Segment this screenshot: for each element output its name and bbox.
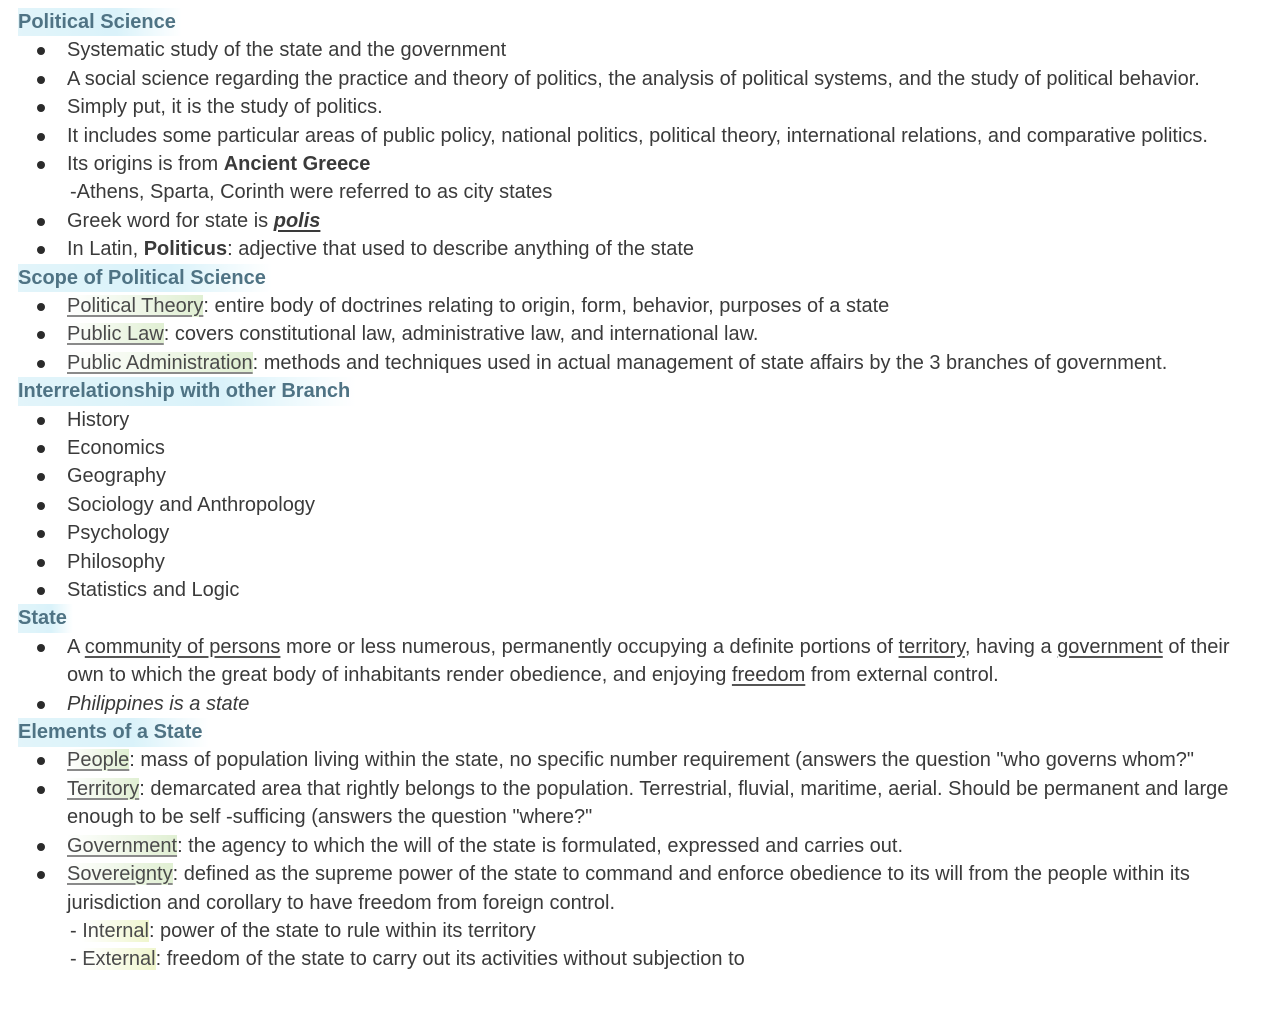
term: External [82, 948, 156, 971]
scope-list [18, 292, 1262, 377]
text: : the agency to which the will of the state is formulated, expressed and carries out. [177, 834, 903, 857]
text: : mass of population living within the state, no specific number requirement (answers the question "who governs whom?" [129, 749, 1195, 772]
interrelationship-list [18, 406, 1262, 605]
heading-state: State [18, 604, 73, 632]
sovereignty-sub-external [18, 945, 1262, 973]
underlined-term: government [1057, 635, 1163, 658]
list-item: History [18, 406, 1262, 434]
text: from external control. [805, 664, 999, 687]
text: : covers constitutional law, administrative law, and international law. [163, 323, 759, 346]
term: Sovereignty [67, 863, 173, 886]
bold-text: Politicus [143, 238, 228, 261]
list-item [18, 832, 1262, 860]
term: Public Administration [67, 351, 253, 374]
text: more or less numerous, permanently occupying a definite portions of [280, 635, 899, 658]
list-item: Philosophy [18, 548, 1262, 576]
list-item: It includes some particular areas of public policy, national politics, political theory, international relations, and comparative politics. [18, 122, 1262, 150]
bold-text: Ancient Greece [223, 153, 371, 176]
text: : adjective that used to describe anything of the state [227, 238, 695, 261]
underlined-term: freedom [731, 664, 806, 687]
term: Internal [82, 919, 149, 942]
text: : demarcated area that rightly belongs to the population. Terrestrial, fluvial, maritime, aerial. Should be permanent and large enough to be self -sufficing (answers the question "where?" [67, 777, 1229, 829]
elements-list [18, 746, 1262, 916]
term: Political Theory [67, 295, 204, 318]
list-item: Sociology and Anthropology [18, 491, 1262, 519]
political-science-list [18, 36, 1262, 178]
state-list [18, 633, 1262, 718]
list-item [18, 860, 1262, 917]
term: Government [67, 834, 178, 857]
text: In Latin, [67, 238, 144, 261]
list-item: Economics [18, 434, 1262, 462]
text: - [70, 948, 83, 971]
heading-elements: Elements of a State [18, 718, 209, 746]
text: : entire body of doctrines relating to origin, form, behavior, purposes of a state [203, 295, 890, 318]
list-item: Statistics and Logic [18, 576, 1262, 604]
term: Public Law [67, 323, 164, 346]
list-item-state-definition [18, 633, 1262, 690]
term: Territory [67, 777, 140, 800]
list-item [18, 746, 1262, 774]
list-item: Psychology [18, 519, 1262, 547]
underlined-term: territory [898, 635, 965, 658]
origins-sub-note: -Athens, Sparta, Corinth were referred to as city states [70, 181, 553, 204]
list-item-greek [18, 207, 1262, 235]
sovereignty-sub-internal [18, 917, 1262, 945]
list-item-latin [18, 235, 1262, 263]
heading-political-science: Political Science [18, 8, 182, 36]
term: People [67, 749, 130, 772]
text: Greek word for state is [67, 209, 274, 232]
list-item [18, 690, 1262, 718]
text: : power of the state to rule within its territory [148, 919, 536, 942]
text: Its origins is from [67, 153, 224, 176]
text: A [67, 635, 85, 658]
text: : defined as the supreme power of the state to command and enforce obedience to its will from the people within its jurisdiction and corollary to have freedom from foreign control. [67, 863, 1190, 914]
text: of their own to which the great body of inhabitants render obedience, and enjoying [67, 635, 1230, 687]
list-item: Systematic study of the state and the government [18, 36, 1262, 64]
list-item: Simply put, it is the study of politics. [18, 93, 1262, 121]
underlined-term: community of persons [84, 635, 281, 658]
text: , having a [964, 635, 1058, 658]
text: - [70, 919, 83, 942]
list-item [18, 292, 1262, 320]
list-item [18, 775, 1262, 832]
italic-text: Philippines is a state [67, 692, 250, 715]
text: : freedom of the state to carry out its activities without subjection to [155, 948, 745, 971]
list-item [18, 349, 1262, 377]
heading-interrelationship: Interrelationship with other Branch [18, 377, 356, 405]
list-item: Geography [18, 462, 1262, 490]
list-item [18, 320, 1262, 348]
list-item: A social science regarding the practice and theory of politics, the analysis of political systems, and the study of political behavior. [18, 65, 1262, 93]
text: : methods and techniques used in actual management of state affairs by the 3 branches of government. [252, 351, 1168, 374]
polis-word: polis [273, 209, 321, 232]
list-item-origins [18, 150, 1262, 178]
heading-scope: Scope of Political Science [18, 264, 272, 292]
